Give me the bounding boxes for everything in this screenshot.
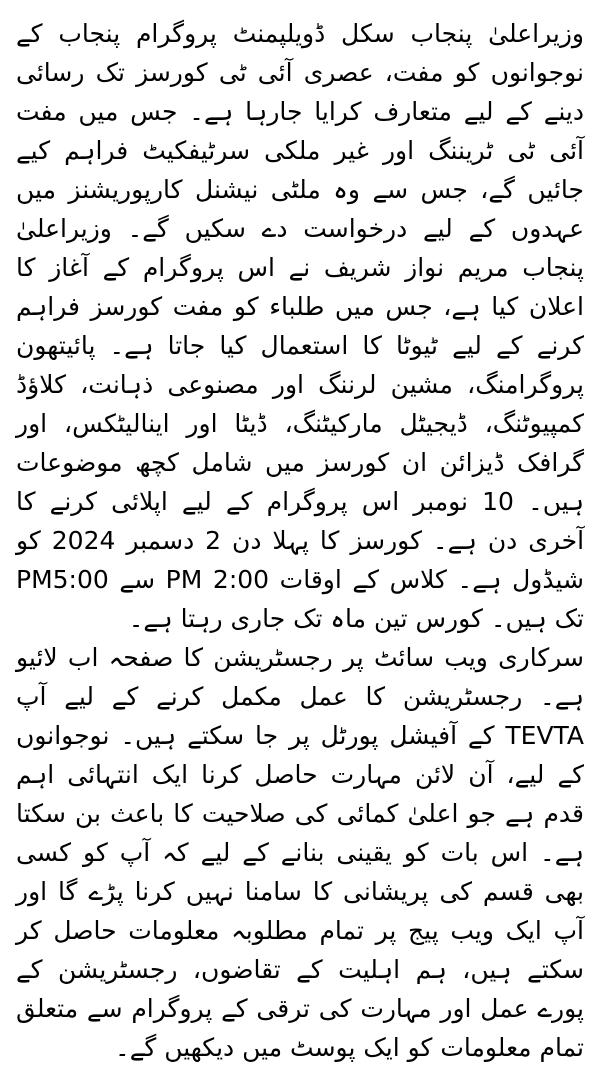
article-body <box>16 14 584 1067</box>
article-paragraph-1: وزیراعلیٰ پنجاب سکل ڈویلپمنٹ پروگرام پنجاب کے نوجوانوں کو مفت، عصری آئی ٹی کورسز تک رسائی دینے کے لیے متعارف کرایا جارہا ہے۔ جس میں مفت آئی ٹی ٹریننگ اور غیر ملکی سرٹیفکیٹ فراہم کیے جائیں گے، جس سے وہ ملٹی نیشنل کارپوریشنز میں عہدوں کے لیے درخواست دے سکیں گے۔ وزیراعلیٰ پنجاب مریم نواز شریف نے اس پروگرام کے آغاز کا اعلان کیا ہے، جس میں طلباء کو مفت کورسز فراہم کرنے کے لیے ٹیوٹا کا استعمال کیا جاتا ہے۔ پائیتھون پروگرامنگ، مشین لرننگ اور مصنوعی ذہانت، کلاؤڈ کمپیوٹنگ، ڈیجیٹل مارکیٹنگ، ڈیٹا اور اینالیٹکس، اور گرافک ڈیزائن ان کورسز میں شامل کچھ موضوعات ہیں۔ 10 نومبر اس پروگرام کے لیے اپلائی کرنے کا آخری دن ہے۔ کورسز کا پہلا دن 2 دسمبر 2024 کو شیڈول ہے۔ کلاس کے اوقات 2:00 PM سے PM5:00 تک ہیں۔ کورس تین ماہ تک جاری رہتا ہے۔ <box>16 19 585 633</box>
article-paragraph-2: سرکاری ویب سائٹ پر رجسٹریشن کا صفحہ اب لائیو ہے۔ رجسٹریشن کا عمل مکمل کرنے کے لیے آپ TEVTA کے آفیشل پورٹل پر جا سکتے ہیں۔ نوجوانوں کے لیے، آن لائن مہارت حاصل کرنا ایک انتہائی اہم قدم ہے جو اعلیٰ کمائی کی صلاحیت کا باعث بن سکتا ہے۔ اس بات کو یقینی بنانے کے لیے کہ آپ کو کسی بھی قسم کی پریشانی کا سامنا نہیں کرنا پڑے گا اور آپ ایک ویب پیج پر تمام مطلوبہ معلومات حاصل کر سکتے ہیں، ہم اہلیت کے تقاضوں، رجسٹریشن کے پورے عمل اور مہارت کی ترقی کے پروگرام سے متعلق تمام معلومات کو ایک پوسٹ میں دیکھیں گے۔ <box>16 643 584 1062</box>
